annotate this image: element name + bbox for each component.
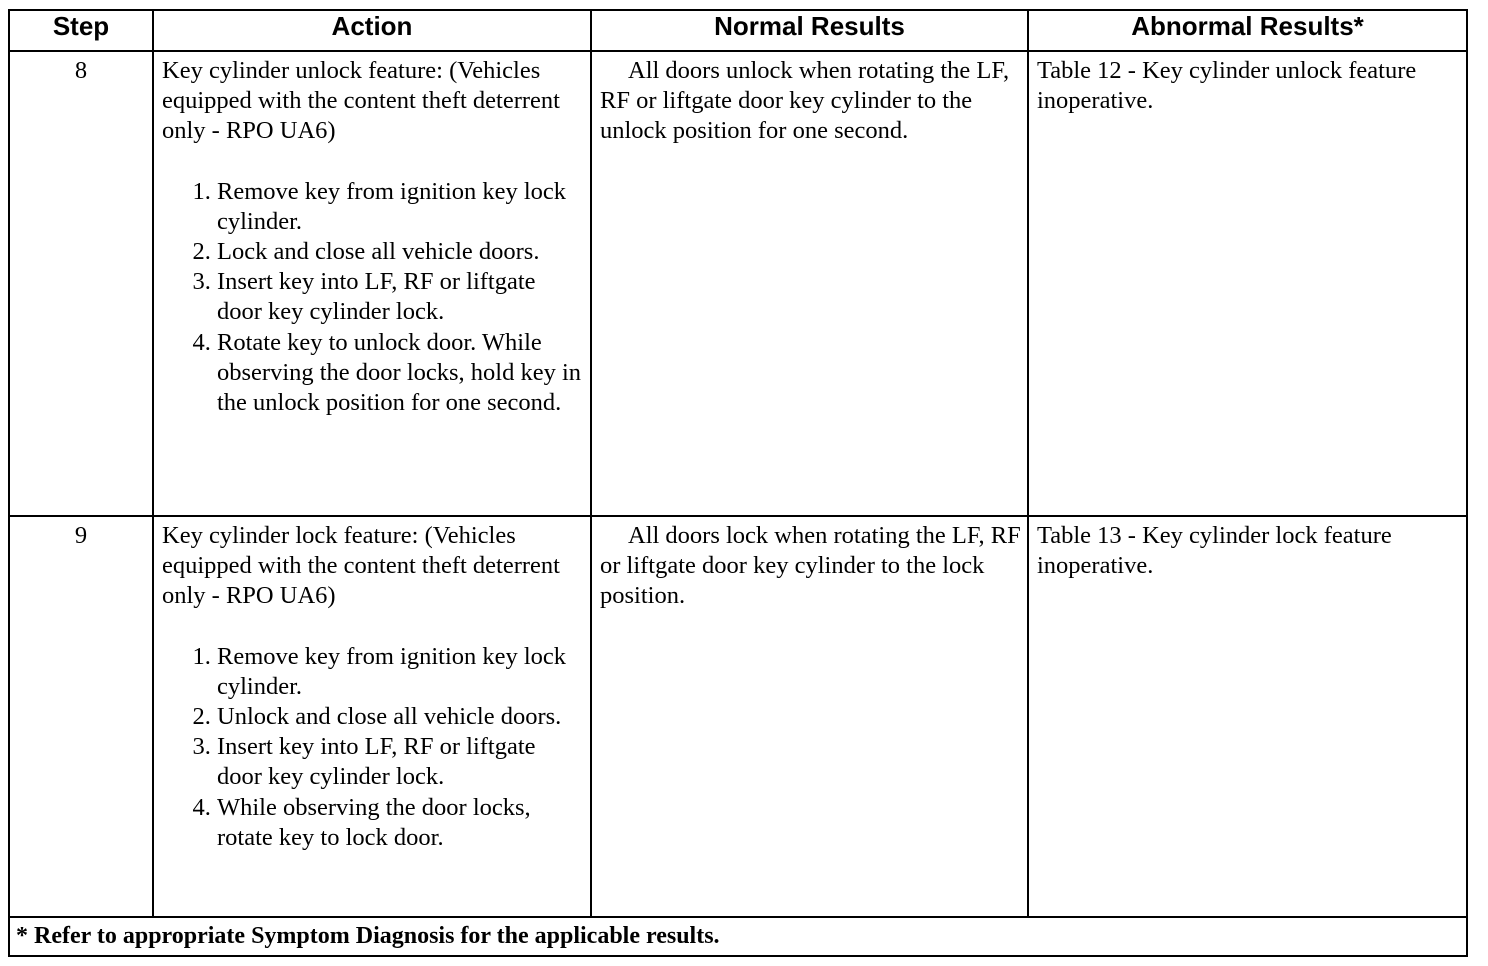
normal-results-cell — [591, 51, 1028, 516]
action-step: 4. Rotate key to unlock door. While observing the door locks, hold key in the unlock position for one second. — [217, 328, 586, 419]
action-intro: Key cylinder lock feature: (Vehicles equipped with the content theft deterrent only - RPO UA6) — [162, 522, 560, 610]
abnormal-results-cell — [1028, 51, 1467, 516]
header-normal-results: Normal Results — [591, 10, 1028, 51]
header-step: Step — [9, 10, 153, 51]
action-step: 2. Lock and close all vehicle doors. — [217, 237, 586, 267]
action-steps — [162, 177, 586, 419]
action-step: 1. Remove key from ignition key lock cylinder. — [217, 177, 586, 237]
header-action: Action — [153, 10, 591, 51]
table-row — [9, 51, 1467, 516]
abnormal-results-text: Table 12 - Key cylinder unlock feature inoperative. — [1037, 57, 1417, 115]
action-intro: Key cylinder unlock feature: (Vehicles equipped with the content theft deterrent only - RPO UA6) — [162, 57, 560, 145]
header-abnormal-results: Abnormal Results* — [1028, 10, 1467, 51]
abnormal-results-text: Table 13 - Key cylinder lock feature inoperative. — [1037, 522, 1392, 580]
step-number: 9 — [9, 516, 153, 917]
action-step: 1. Remove key from ignition key lock cylinder. — [217, 642, 586, 702]
action-step: 3. Insert key into LF, RF or liftgate door key cylinder lock. — [217, 267, 586, 327]
normal-results-cell — [591, 516, 1028, 917]
footnote: * Refer to appropriate Symptom Diagnosis for the applicable results. — [9, 917, 1467, 956]
normal-results-text: All doors unlock when rotating the LF, RF or liftgate door key cylinder to the unlock position for one second. — [600, 57, 1010, 145]
diagnostic-table — [8, 9, 1468, 957]
action-cell — [153, 51, 591, 516]
action-step: 4. While observing the door locks, rotate key to lock door. — [217, 793, 586, 853]
action-step: 2. Unlock and close all vehicle doors. — [217, 702, 586, 732]
action-steps — [162, 642, 586, 853]
header-row — [9, 10, 1467, 51]
action-cell — [153, 516, 591, 917]
footnote-row — [9, 917, 1467, 956]
table-row — [9, 516, 1467, 917]
action-step: 3. Insert key into LF, RF or liftgate door key cylinder lock. — [217, 732, 586, 792]
step-number: 8 — [9, 51, 153, 516]
abnormal-results-cell — [1028, 516, 1467, 917]
normal-results-text: All doors lock when rotating the LF, RF or liftgate door key cylinder to the lock position. — [600, 522, 1021, 610]
